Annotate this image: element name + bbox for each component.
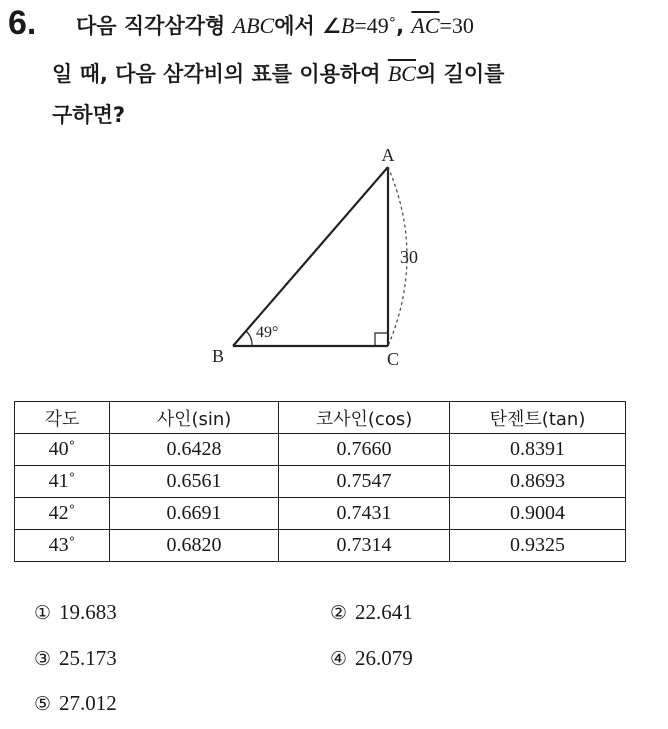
side-ac: $\overline{AC}$ <box>411 13 440 38</box>
side-ac-value: =30 <box>439 13 474 38</box>
choice-5[interactable] <box>34 691 117 716</box>
right-angle-mark <box>375 333 388 346</box>
cell-cos: 0.7314 <box>279 530 450 562</box>
cell-cos: 0.7547 <box>279 466 450 498</box>
question-text-mid: 에서 ∠ <box>274 14 341 38</box>
header-cos: 코사인(cos) <box>279 402 450 434</box>
table-header-row <box>15 402 626 434</box>
angle-variable: B <box>340 13 355 38</box>
header-angle: 각도 <box>15 402 110 434</box>
angle-arc <box>246 331 252 346</box>
choice-4[interactable] <box>330 646 413 671</box>
trig-table <box>14 401 626 562</box>
question-text-prefix: 다음 직각삼각형 <box>76 14 233 38</box>
table-row <box>15 434 626 466</box>
cell-angle: 43˚ <box>15 530 110 562</box>
label-a: A <box>381 145 395 165</box>
triangle-name: ABC <box>232 13 275 38</box>
cell-cos: 0.7660 <box>279 434 450 466</box>
question-line-1 <box>76 10 474 40</box>
cell-cos: 0.7431 <box>279 498 450 530</box>
question-number: 6. <box>8 4 37 42</box>
triangle-diagram <box>190 140 450 380</box>
comma: , <box>396 14 412 38</box>
cell-tan: 0.9004 <box>450 498 626 530</box>
cell-angle: 41˚ <box>15 466 110 498</box>
choice-mark: ② <box>330 602 348 624</box>
choice-value: 19.683 <box>59 600 117 624</box>
choice-mark: ④ <box>330 648 348 670</box>
cell-sin: 0.6561 <box>110 466 279 498</box>
cell-angle: 40˚ <box>15 434 110 466</box>
table-row <box>15 466 626 498</box>
question-text-line2-prefix: 일 때, 다음 삼각비의 표를 이용하여 <box>52 62 388 86</box>
cell-sin: 0.6428 <box>110 434 279 466</box>
choice-mark: ① <box>34 602 52 624</box>
choice-1[interactable] <box>34 600 117 625</box>
cell-tan: 0.8391 <box>450 434 626 466</box>
cell-sin: 0.6820 <box>110 530 279 562</box>
choice-value: 26.079 <box>355 646 413 670</box>
cell-tan: 0.8693 <box>450 466 626 498</box>
choice-mark: ⑤ <box>34 693 52 715</box>
question-line-2 <box>52 58 504 88</box>
cell-tan: 0.9325 <box>450 530 626 562</box>
header-sin: 사인(sin) <box>110 402 279 434</box>
angle-value: =49˚ <box>354 13 397 38</box>
question-line-3: 구하면? <box>52 103 126 127</box>
cell-sin: 0.6691 <box>110 498 279 530</box>
table-row <box>15 498 626 530</box>
label-b: B <box>212 346 225 366</box>
cell-angle: 42˚ <box>15 498 110 530</box>
angle-label: 49° <box>256 324 279 341</box>
side-ab <box>233 167 388 346</box>
choice-3[interactable] <box>34 646 117 671</box>
choice-value: 22.641 <box>355 600 413 624</box>
label-c: C <box>387 349 400 369</box>
table-row <box>15 530 626 562</box>
choice-value: 25.173 <box>59 646 117 670</box>
choice-2[interactable] <box>330 600 413 625</box>
side-length-label: 30 <box>400 247 418 267</box>
side-bc: $\overline{BC}$ <box>387 61 416 86</box>
header-tan: 탄젠트(tan) <box>450 402 626 434</box>
choice-value: 27.012 <box>59 691 117 715</box>
question-text-line2-suffix: 의 길이를 <box>415 62 505 86</box>
choice-mark: ③ <box>34 648 52 670</box>
